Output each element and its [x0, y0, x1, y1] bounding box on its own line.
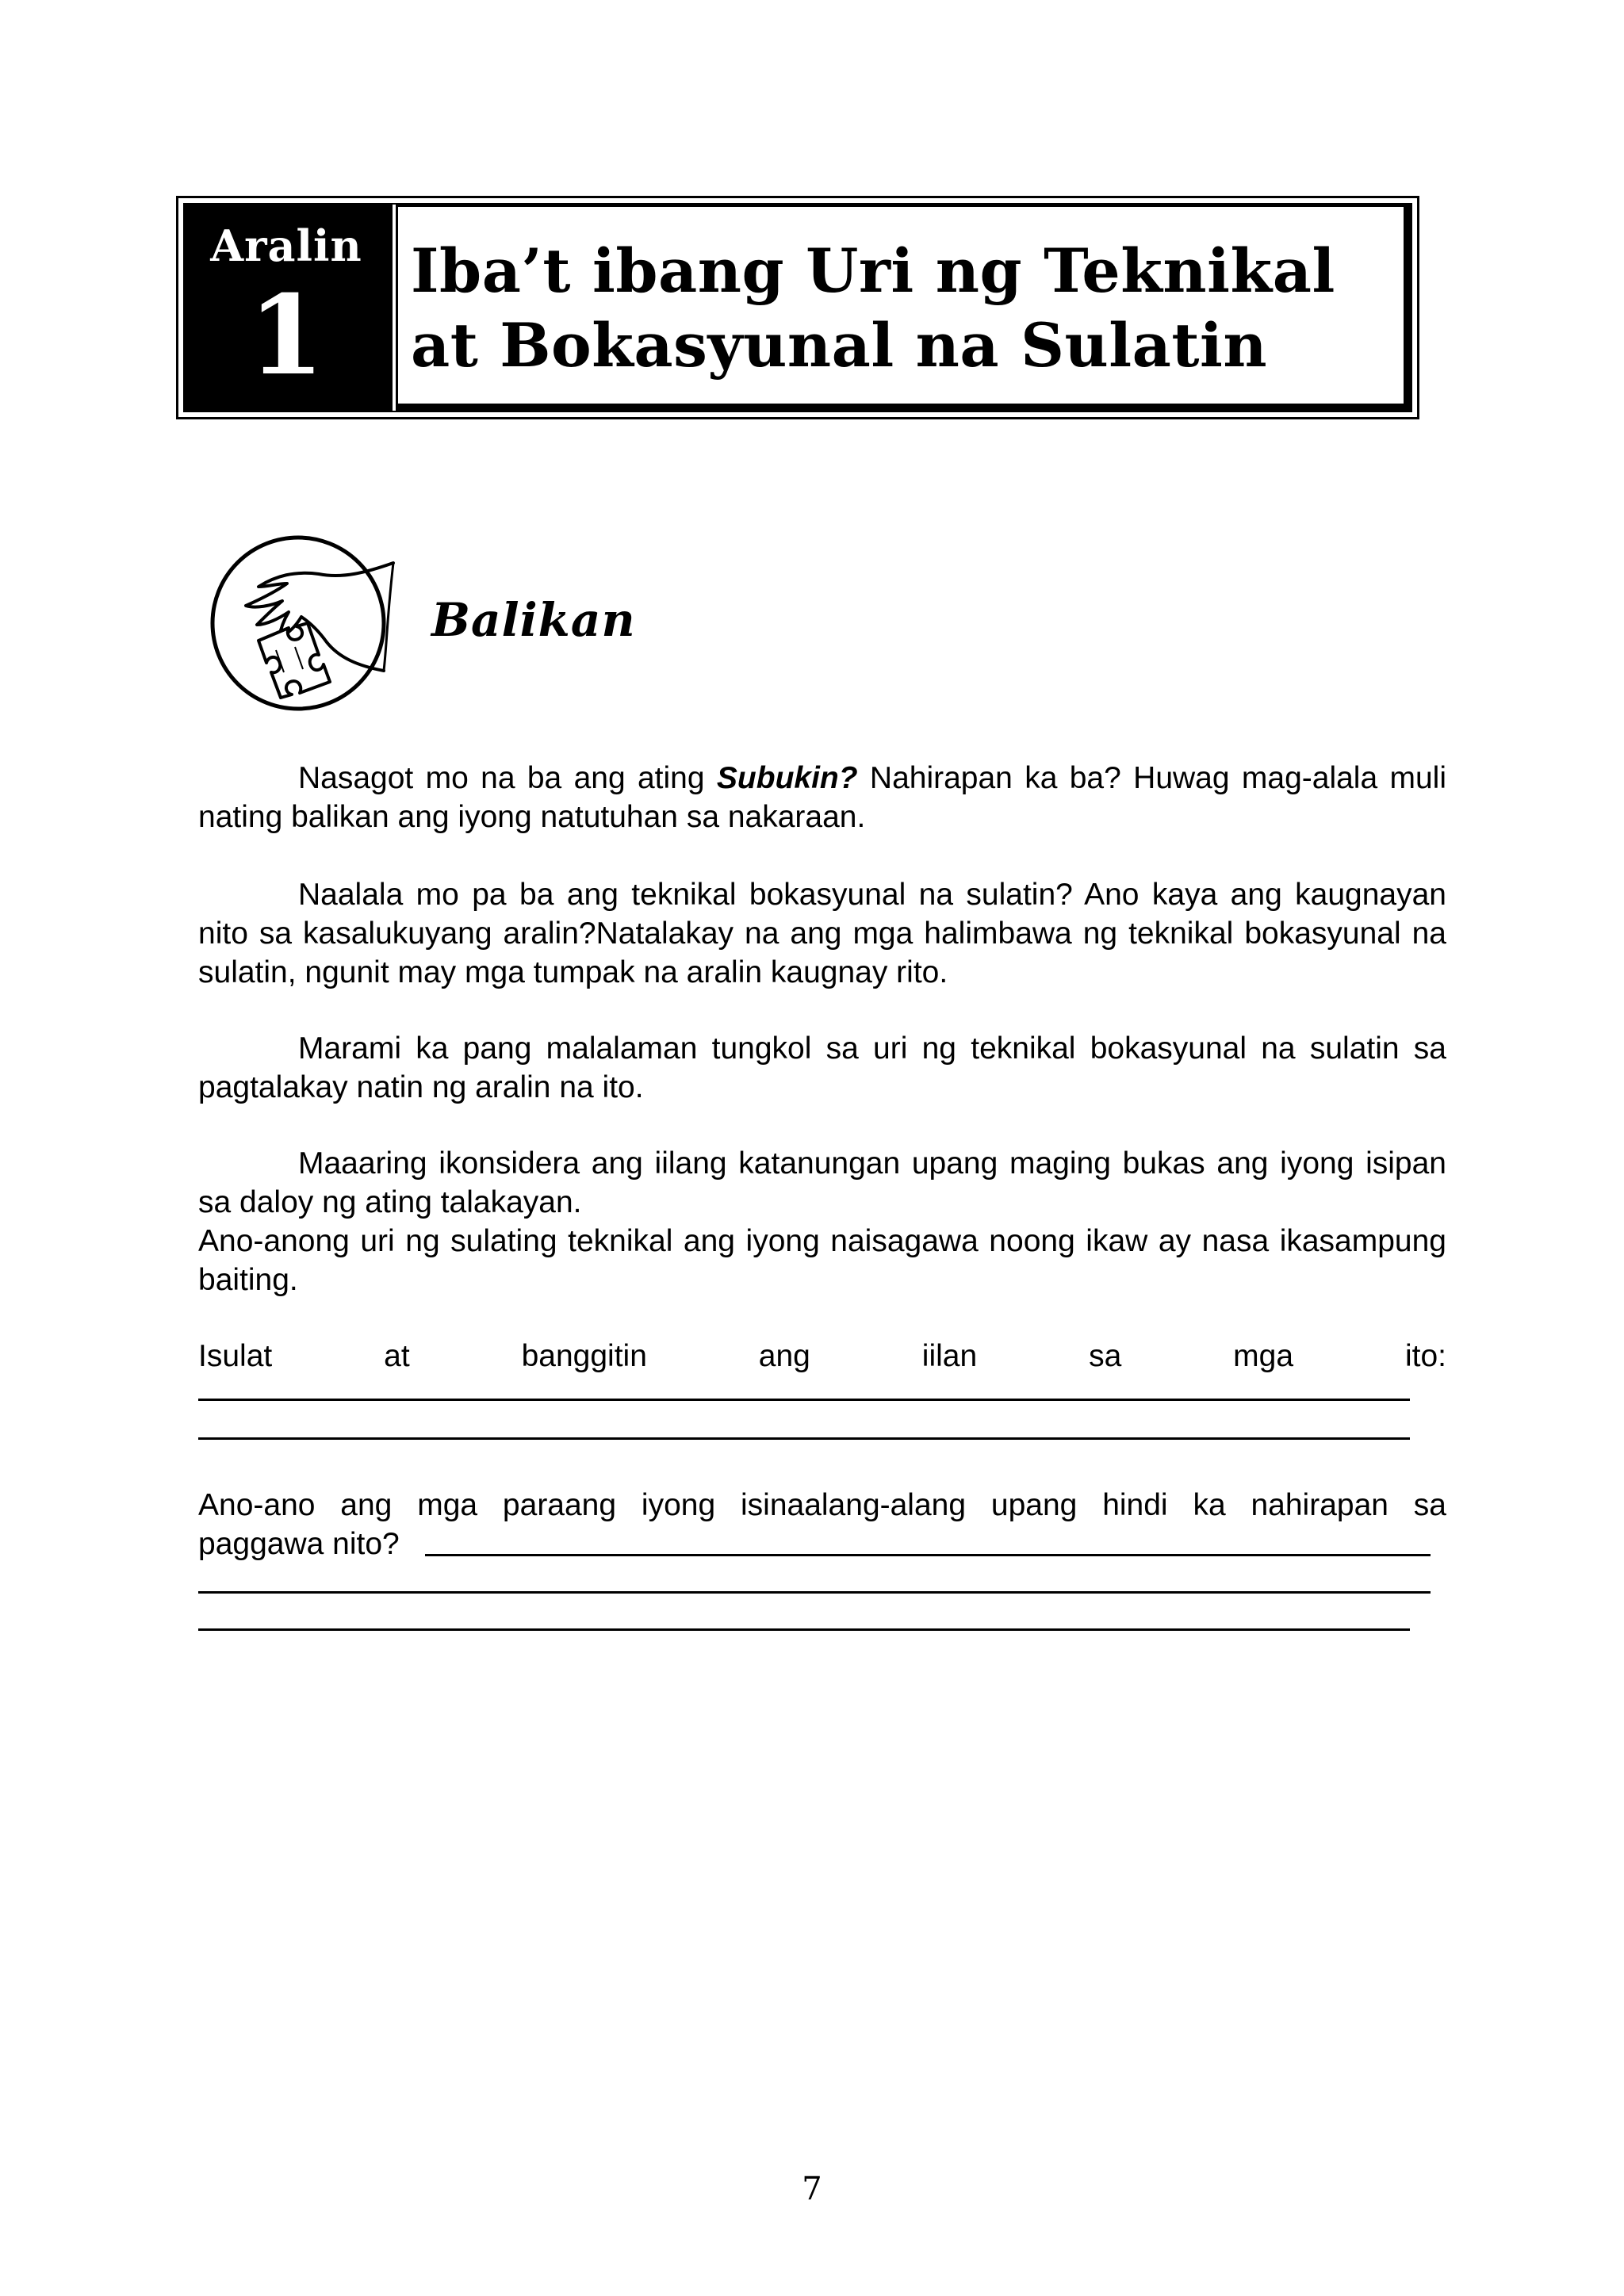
paragraph-1-text-b: Nahirapan ka ba? Huwag mag-alala muli nating balikan ang iyong natutuhan sa nakaraan.: [198, 761, 1446, 834]
section-heading: Balikan: [431, 593, 636, 647]
page-number: 7: [802, 2171, 822, 2207]
paragraph-5: [198, 1222, 1446, 1299]
paragraph-3-text: Marami ka pang malalaman tungkol sa uri ng teknikal bokasyunal na sulatin sa pagtalakay natin ng aralin na ito.: [198, 1031, 1446, 1104]
lesson-title-inner: [183, 203, 1412, 412]
answer-line-3[interactable]: [425, 1554, 1431, 1556]
paragraph-2: [198, 875, 1446, 992]
paragraph-5-text: Ano-anong uri ng sulating teknikal ang iyong naisagawa noong ikaw ay nasa ikasampung baiting.: [198, 1224, 1446, 1297]
answer-line-4[interactable]: [198, 1591, 1431, 1594]
lesson-number: 1: [247, 270, 325, 400]
lesson-label: Aralin: [210, 220, 362, 271]
paragraph-1-emphasis: Subukin?: [716, 761, 858, 795]
paragraph-1-text-a: Nasagot mo na ba ang ating: [298, 761, 717, 795]
paragraph-4-text: Maaaring ikonsidera ang iilang katanungan upang maging bukas ang iyong isipan sa daloy ng ating talakayan.: [198, 1146, 1446, 1219]
question-1: [198, 1337, 1446, 1376]
paragraph-1: [198, 759, 1446, 836]
question-1-text: Isulat at banggitin ang iilan sa mga ito:: [198, 1339, 1446, 1373]
answer-line-2[interactable]: [198, 1437, 1410, 1440]
lesson-title-line-1: Iba’t ibang Uri ng Teknikal: [411, 235, 1335, 306]
paragraph-4: [198, 1144, 1446, 1222]
lesson-title-frame: [176, 196, 1419, 419]
answer-line-1[interactable]: [198, 1399, 1410, 1401]
paragraph-2-text: Naalala mo pa ba ang teknikal bokasyunal na sulatin? Ano kaya ang kaugnayan nito sa kasalukuyang aralin?Natalakay na ang mga halimbawa ng teknikal bokasyunal na sulatin, ngunit may mga tumpak na aralin kaugnay rito.: [198, 878, 1446, 989]
hand-puzzle-piece-icon: [200, 523, 400, 718]
paragraph-3: [198, 1029, 1446, 1107]
lesson-title-box: [396, 205, 1411, 411]
lesson-title-line-2: at Bokasyunal na Sulatin: [411, 310, 1268, 381]
lesson-badge: [185, 205, 393, 411]
answer-line-5[interactable]: [198, 1628, 1410, 1631]
question-2-line-1: Ano-ano ang mga paraang iyong isinaalang-alang upang hindi ka nahirapan sa: [198, 1488, 1446, 1522]
question-2-line-2: paggawa nito?: [198, 1527, 400, 1561]
question-2: [198, 1486, 1446, 1563]
